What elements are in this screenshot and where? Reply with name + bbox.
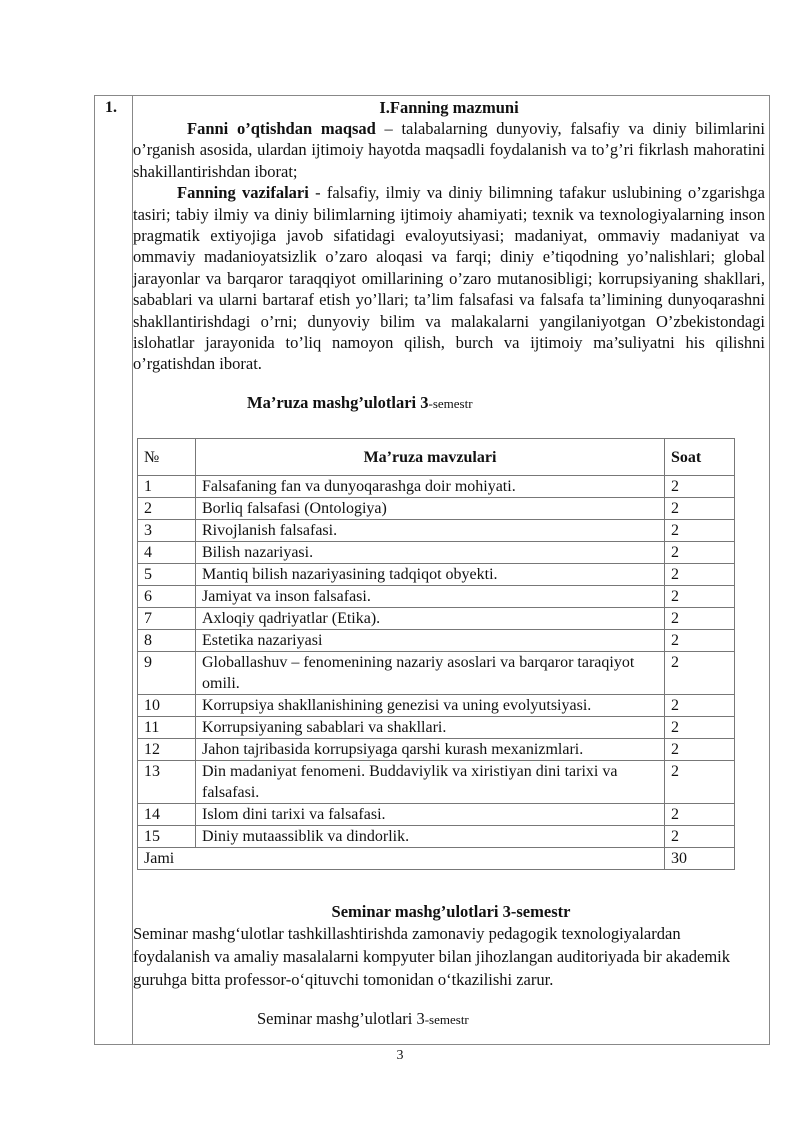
row-topic: Korrupsiyaning sabablari va shakllari. — [196, 717, 665, 739]
row-number: 5 — [138, 564, 196, 586]
row-number: 15 — [138, 826, 196, 848]
goal-text: – talabalarning dunyoviy, falsafiy va diniy bilimlarini o’rganish asosida, ulardan ijtimoiy hayotda maqsadli foydalanish va to’g’ri fikrlash mahoratini shakillantirishdan iborat; — [133, 119, 765, 181]
row-hours: 2 — [665, 717, 735, 739]
lectures-table-body — [138, 476, 735, 848]
page-number: 3 — [396, 1048, 404, 1063]
row-hours: 2 — [665, 586, 735, 608]
row-topic: Mantiq bilish nazariyasining tadqiqot obyekti. — [196, 564, 665, 586]
table-row — [138, 652, 735, 695]
row-topic: Falsafaning fan va dunyoqarashga doir mohiyati. — [196, 476, 665, 498]
lectures-title-suffix: -semestr — [428, 395, 473, 411]
row-number: 8 — [138, 630, 196, 652]
row-topic: Globallashuv – fenomenining nazariy asoslari va barqaror taraqiyot omili. — [196, 652, 665, 695]
row-hours: 2 — [665, 826, 735, 848]
row-number: 7 — [138, 608, 196, 630]
row-topic: Din madaniyat fenomeni. Buddaviylik va xiristiyan dini tarixi va falsafasi. — [196, 761, 665, 804]
table-row — [138, 520, 735, 542]
row-hours: 2 — [665, 476, 735, 498]
row-topic: Bilish nazariyasi. — [196, 542, 665, 564]
total-label: Jami — [138, 848, 665, 870]
row-number: 1 — [138, 476, 196, 498]
total-value: 30 — [665, 848, 735, 870]
header-topic: Ma’ruza mavzulari — [196, 439, 665, 476]
row-topic: Rivojlanish falsafasi. — [196, 520, 665, 542]
seminar-text: Seminar mashg‘ulotlar tashkillashtirishda zamonaviy pedagogik texnologiyalardan foydalanish va amaliy masalalarni kompyuter bilan jihozlangan auditoriyada bir akademik guruhga bitta professor-o‘qituvchi tomonidan o‘tkazilishi zarur. — [133, 924, 731, 989]
tasks-term: Fanning vazifalari — [177, 183, 309, 203]
row-number: 6 — [138, 586, 196, 608]
lectures-title-main: Ma’ruza mashg’ulotlari 3 — [247, 392, 429, 412]
tasks-text: - falsafiy, ilmiy va diniy bilimning tafakur uslubining o’zgarishga tasiri; tabiy ilmiy va diniy bilimlarning ijtimoiy ahamiyati; texnik va texnologiyalarning inson pragmatik extiyojiga javob sifatidagi evaloyutsiyasi; madaniyat, ommaviy madaniyat va ommaviy madanioyatsizlik o’zaro aloqasi va farqi; diniy e’tiqodning yo’nalishlari; global jarayonlar va barqaror taraqqiyot omillarining o’zaro mutanosibligi; korrupsiyaning shakllari, sabablari va ularni bartaraf etish yo’llari; ta’lim falsafasi va falsafa ta’limining dunyoqarashni shakllantirishdagi o’rni; dunyoviy bilim va malakalarni yangilaniyotgan O’zbekistondagi islohatlar jarayonida to’liq namoyon qilish, burch va ijtimoiy ma’suliyatni his qilishni o’rgatishdan iborat. — [133, 183, 765, 374]
row-topic: Korrupsiya shakllanishining genezisi va uning evolyutsiyasi. — [196, 695, 665, 717]
table-row — [138, 498, 735, 520]
row-number: 11 — [138, 717, 196, 739]
row-number: 3 — [138, 520, 196, 542]
row-hours: 2 — [665, 761, 735, 804]
seminar-title: Seminar mashg’ulotlari 3-semestr — [331, 902, 571, 921]
row-number: 9 — [138, 652, 196, 695]
table-header-row — [138, 439, 735, 476]
row-topic: Islom dini tarixi va falsafasi. — [196, 804, 665, 826]
table-row — [138, 761, 735, 804]
row-hours: 2 — [665, 564, 735, 586]
row-hours: 2 — [665, 498, 735, 520]
row-topic: Estetika nazariyasi — [196, 630, 665, 652]
seminar-subtitle-main: Seminar mashg’ulotlari 3 — [257, 1009, 425, 1028]
header-number: № — [138, 439, 196, 476]
table-row — [138, 717, 735, 739]
table-row — [138, 586, 735, 608]
seminar-subtitle-suffix: -semestr — [424, 1012, 469, 1027]
header-hours: Soat — [665, 439, 735, 476]
section-title: I.Fanning mazmuni — [379, 98, 519, 117]
row-topic: Axloqiy qadriyatlar (Etika). — [196, 608, 665, 630]
lectures-table — [137, 438, 735, 870]
row-hours: 2 — [665, 608, 735, 630]
row-hours: 2 — [665, 630, 735, 652]
row-number: 2 — [138, 498, 196, 520]
row-topic: Diniy mutaassiblik va dindorlik. — [196, 826, 665, 848]
goal-term: Fanni o’qtishdan maqsad — [187, 119, 376, 138]
row-hours: 2 — [665, 739, 735, 761]
row-number: 10 — [138, 695, 196, 717]
row-hours: 2 — [665, 695, 735, 717]
table-row — [138, 608, 735, 630]
table-row — [138, 564, 735, 586]
row-number: 12 — [138, 739, 196, 761]
row-hours: 2 — [665, 542, 735, 564]
table-row — [138, 739, 735, 761]
row-number: 13 — [138, 761, 196, 804]
table-row — [138, 630, 735, 652]
row-number: 4 — [138, 542, 196, 564]
goal-paragraph — [133, 118, 765, 182]
lectures-title — [133, 393, 765, 414]
row-topic: Jamiyat va inson falsafasi. — [196, 586, 665, 608]
row-hours: 2 — [665, 804, 735, 826]
table-row — [138, 826, 735, 848]
table-row — [138, 695, 735, 717]
number-column — [95, 96, 133, 1044]
section-number: 1. — [105, 99, 117, 116]
section-content — [133, 96, 769, 414]
table-row — [138, 804, 735, 826]
row-hours: 2 — [665, 652, 735, 695]
content-frame — [94, 95, 770, 1045]
row-topic: Jahon tajribasida korrupsiyaga qarshi kurash mexanizmlari. — [196, 739, 665, 761]
row-number: 14 — [138, 804, 196, 826]
row-hours: 2 — [665, 520, 735, 542]
row-topic: Borliq falsafasi (Ontologiya) — [196, 498, 665, 520]
table-row — [138, 542, 735, 564]
seminar-subtitle — [257, 1009, 469, 1029]
tasks-paragraph — [133, 182, 765, 375]
table-row — [138, 476, 735, 498]
total-row — [138, 848, 735, 870]
